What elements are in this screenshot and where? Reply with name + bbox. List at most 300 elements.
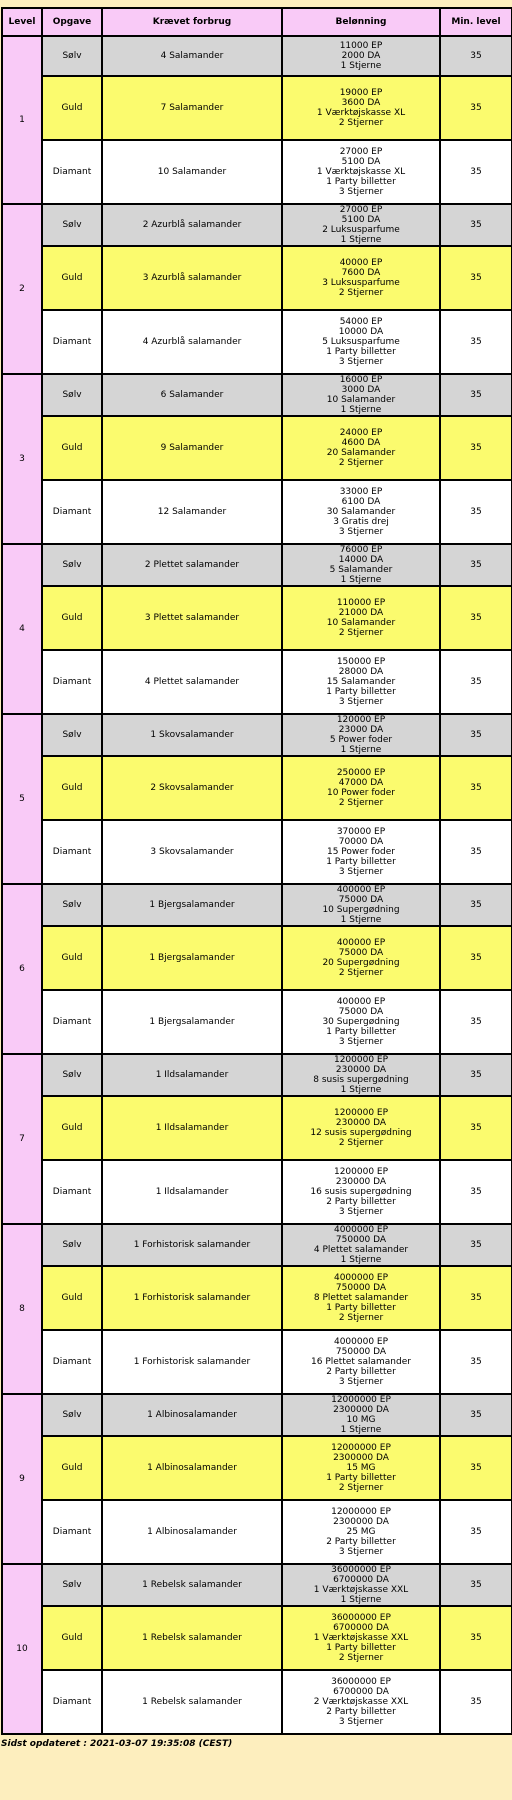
- task-cell: Guld: [42, 926, 102, 990]
- requirement-cell: 4 Salamander: [102, 36, 282, 76]
- min-level-cell: 35: [440, 1266, 512, 1330]
- reward-line: 20 Salamander: [326, 448, 396, 458]
- reward-line: 16 Plettet salamander: [311, 1357, 411, 1367]
- requirement-cell: 1 Albinosalamander: [102, 1500, 282, 1564]
- requirement-cell: 1 Ildsalamander: [102, 1096, 282, 1160]
- reward-cell: [282, 1564, 440, 1606]
- reward-line: 3 Stjerner: [338, 1547, 384, 1557]
- reward-line: 1 Stjerne: [340, 61, 382, 71]
- reward-line: 6700000 DA: [333, 1623, 389, 1633]
- min-level-cell: 35: [440, 1500, 512, 1564]
- reward-line: 1 Party billetter: [326, 687, 396, 697]
- reward-line: 110000 EP: [336, 598, 386, 608]
- reward-line: 1 Værktøjskasse XL: [316, 167, 406, 177]
- reward-line: 230000 DA: [335, 1177, 387, 1187]
- task-cell: Sølv: [42, 544, 102, 586]
- reward-line: 4000000 EP: [333, 1225, 389, 1235]
- table-row: [2, 756, 512, 820]
- table-row: [2, 544, 512, 586]
- requirement-cell: 1 Bjergsalamander: [102, 926, 282, 990]
- reward-line: 10 MG: [346, 1415, 376, 1425]
- task-cell: Sølv: [42, 374, 102, 416]
- reward-line: 54000 EP: [339, 317, 383, 327]
- table-row: [2, 204, 512, 246]
- requirement-cell: 4 Plettet salamander: [102, 650, 282, 714]
- reward-line: 27000 EP: [339, 147, 383, 157]
- task-cell: Guld: [42, 246, 102, 310]
- reward-line: 3000 DA: [341, 385, 381, 395]
- level-cell: 4: [2, 544, 42, 714]
- reward-line: 23000 DA: [338, 725, 384, 735]
- reward-line: 47000 DA: [338, 778, 384, 788]
- table-row: [2, 1160, 512, 1224]
- reward-line: 120000 EP: [336, 715, 386, 725]
- reward-line: 5100 DA: [341, 215, 381, 225]
- reward-line: 5 Luksusparfume: [322, 337, 400, 347]
- reward-line: 2 Party billetter: [326, 1537, 396, 1547]
- table-row: [2, 650, 512, 714]
- min-level-cell: 35: [440, 1606, 512, 1670]
- table-row: [2, 76, 512, 140]
- reward-line: 2 Luksusparfume: [322, 225, 400, 235]
- last-updated: Sidst opdateret : 2021-03-07 19:35:08 (CEST): [1, 1739, 233, 1749]
- task-cell: Guld: [42, 756, 102, 820]
- min-level-cell: 35: [440, 246, 512, 310]
- requirement-cell: 1 Forhistorisk salamander: [102, 1266, 282, 1330]
- table-row: [2, 374, 512, 416]
- reward-line: 19000 EP: [339, 88, 383, 98]
- task-cell: Diamant: [42, 310, 102, 374]
- reward-line: 20 Supergødning: [322, 958, 400, 968]
- reward-line: 6100 DA: [341, 497, 381, 507]
- task-cell: Diamant: [42, 1160, 102, 1224]
- reward-line: 3 Luksusparfume: [322, 278, 400, 288]
- reward-line: 11000 EP: [339, 41, 383, 51]
- reward-line: 1 Party billetter: [326, 347, 396, 357]
- reward-cell: [282, 1436, 440, 1500]
- reward-line: 400000 EP: [336, 997, 386, 1007]
- reward-line: 1 Værktøjskasse XXL: [313, 1633, 409, 1643]
- min-level-cell: 35: [440, 416, 512, 480]
- requirement-cell: 12 Salamander: [102, 480, 282, 544]
- level-cell: 6: [2, 884, 42, 1054]
- reward-line: 36000000 EP: [331, 1613, 391, 1623]
- table-row: [2, 1054, 512, 1096]
- requirement-cell: 1 Albinosalamander: [102, 1436, 282, 1500]
- min-level-cell: 35: [440, 76, 512, 140]
- reward-line: 30 Supergødning: [322, 1017, 400, 1027]
- level-cell: 7: [2, 1054, 42, 1224]
- table-row: [2, 820, 512, 884]
- reward-line: 76000 EP: [339, 545, 383, 555]
- table-row: [2, 1394, 512, 1436]
- min-level-cell: 35: [440, 480, 512, 544]
- min-level-cell: 35: [440, 1054, 512, 1096]
- table-row: [2, 1330, 512, 1394]
- requirement-cell: 1 Ildsalamander: [102, 1160, 282, 1224]
- reward-line: 2 Stjerner: [338, 798, 384, 808]
- reward-line: 3 Stjerner: [338, 1377, 384, 1387]
- reward-line: 36000000 EP: [331, 1565, 391, 1575]
- reward-line: 2300000 DA: [333, 1453, 389, 1463]
- reward-line: 21000 DA: [338, 608, 384, 618]
- requirement-cell: 1 Bjergsalamander: [102, 884, 282, 926]
- requirement-cell: 1 Rebelsk salamander: [102, 1670, 282, 1734]
- min-level-cell: 35: [440, 714, 512, 756]
- reward-line: 15 MG: [346, 1463, 376, 1473]
- reward-line: 33000 EP: [339, 487, 383, 497]
- reward-cell: [282, 1096, 440, 1160]
- reward-line: 3 Stjerner: [338, 1207, 384, 1217]
- table-row: [2, 714, 512, 756]
- table-row: [2, 926, 512, 990]
- reward-cell: [282, 1500, 440, 1564]
- reward-cell: [282, 990, 440, 1054]
- reward-line: 12 susis supergødning: [310, 1128, 412, 1138]
- task-cell: Guld: [42, 586, 102, 650]
- reward-line: 250000 EP: [336, 768, 386, 778]
- task-cell: Diamant: [42, 990, 102, 1054]
- task-cell: Diamant: [42, 1670, 102, 1734]
- reward-cell: [282, 820, 440, 884]
- table-row: [2, 310, 512, 374]
- task-cell: Sølv: [42, 1224, 102, 1266]
- reward-line: 6700000 DA: [333, 1575, 389, 1585]
- reward-line: 10000 DA: [338, 327, 384, 337]
- reward-line: 2 Stjerner: [338, 968, 384, 978]
- reward-line: 5 Salamander: [329, 565, 393, 575]
- reward-line: 2 Party billetter: [326, 1367, 396, 1377]
- min-level-cell: 35: [440, 374, 512, 416]
- reward-cell: [282, 1394, 440, 1436]
- reward-line: 75000 DA: [338, 895, 384, 905]
- reward-line: 1 Stjerne: [340, 1255, 382, 1265]
- header-level: Level: [2, 8, 42, 36]
- task-cell: Diamant: [42, 140, 102, 204]
- quest-table: [1, 7, 512, 1735]
- task-cell: Sølv: [42, 204, 102, 246]
- table-row: [2, 1670, 512, 1734]
- reward-line: 2300000 DA: [333, 1405, 389, 1415]
- reward-cell: [282, 586, 440, 650]
- reward-line: 15 Salamander: [326, 677, 396, 687]
- min-level-cell: 35: [440, 1330, 512, 1394]
- reward-line: 75000 DA: [338, 1007, 384, 1017]
- reward-line: 24000 EP: [339, 428, 383, 438]
- reward-line: 14000 DA: [338, 555, 384, 565]
- reward-line: 2 Stjerner: [338, 628, 384, 638]
- min-level-cell: 35: [440, 650, 512, 714]
- min-level-cell: 35: [440, 756, 512, 820]
- task-cell: Sølv: [42, 1564, 102, 1606]
- reward-line: 27000 EP: [339, 205, 383, 215]
- reward-line: 3 Stjerner: [338, 187, 384, 197]
- reward-line: 2 Stjerner: [338, 288, 384, 298]
- level-cell: 2: [2, 204, 42, 374]
- min-level-cell: 35: [440, 1160, 512, 1224]
- reward-line: 10 Salamander: [326, 395, 396, 405]
- requirement-cell: 3 Plettet salamander: [102, 586, 282, 650]
- reward-line: 5100 DA: [341, 157, 381, 167]
- reward-line: 2 Værktøjskasse XXL: [313, 1697, 409, 1707]
- table-row: [2, 246, 512, 310]
- reward-line: 3 Gratis drej: [333, 517, 389, 527]
- level-cell: 8: [2, 1224, 42, 1394]
- reward-line: 10 Salamander: [326, 618, 396, 628]
- reward-line: 12000000 EP: [331, 1443, 391, 1453]
- reward-line: 10 Supergødning: [322, 905, 400, 915]
- min-level-cell: 35: [440, 140, 512, 204]
- task-cell: Guld: [42, 1266, 102, 1330]
- reward-line: 2 Stjerner: [338, 118, 384, 128]
- reward-line: 16000 EP: [339, 375, 383, 385]
- table-row: [2, 990, 512, 1054]
- requirement-cell: 1 Forhistorisk salamander: [102, 1330, 282, 1394]
- requirement-cell: 3 Azurblå salamander: [102, 246, 282, 310]
- reward-cell: [282, 76, 440, 140]
- min-level-cell: 35: [440, 1096, 512, 1160]
- reward-cell: [282, 544, 440, 586]
- min-level-cell: 35: [440, 990, 512, 1054]
- requirement-cell: 2 Plettet salamander: [102, 544, 282, 586]
- reward-line: 28000 DA: [338, 667, 384, 677]
- reward-line: 750000 DA: [335, 1235, 387, 1245]
- reward-line: 400000 EP: [336, 938, 386, 948]
- min-level-cell: 35: [440, 36, 512, 76]
- reward-line: 1 Stjerne: [340, 1595, 382, 1605]
- table-row: [2, 416, 512, 480]
- min-level-cell: 35: [440, 1564, 512, 1606]
- reward-line: 1 Party billetter: [326, 857, 396, 867]
- table-row: [2, 1266, 512, 1330]
- min-level-cell: 35: [440, 926, 512, 990]
- reward-line: 8 Plettet salamander: [313, 1293, 409, 1303]
- min-level-cell: 35: [440, 310, 512, 374]
- header-task: Opgave: [42, 8, 102, 36]
- quest-table-body: [2, 36, 512, 1734]
- reward-line: 1 Stjerne: [340, 1085, 382, 1095]
- reward-cell: [282, 246, 440, 310]
- reward-line: 75000 DA: [338, 948, 384, 958]
- task-cell: Diamant: [42, 650, 102, 714]
- reward-line: 15 Power foder: [326, 847, 395, 857]
- reward-line: 5 Power foder: [329, 735, 393, 745]
- reward-line: 70000 DA: [338, 837, 384, 847]
- reward-line: 2300000 DA: [333, 1517, 389, 1527]
- table-row: [2, 140, 512, 204]
- reward-line: 1200000 EP: [333, 1055, 389, 1065]
- reward-cell: [282, 204, 440, 246]
- reward-cell: [282, 714, 440, 756]
- reward-cell: [282, 926, 440, 990]
- header-row: [2, 8, 512, 36]
- reward-cell: [282, 1054, 440, 1096]
- table-row: [2, 1224, 512, 1266]
- reward-line: 8 susis supergødning: [313, 1075, 409, 1085]
- reward-line: 40000 EP: [339, 258, 383, 268]
- task-cell: Guld: [42, 1436, 102, 1500]
- min-level-cell: 35: [440, 1436, 512, 1500]
- requirement-cell: 10 Salamander: [102, 140, 282, 204]
- reward-line: 750000 DA: [335, 1347, 387, 1357]
- reward-line: 1 Værktøjskasse XXL: [313, 1585, 409, 1595]
- reward-line: 25 MG: [346, 1527, 376, 1537]
- reward-line: 3 Stjerner: [338, 1717, 384, 1727]
- reward-line: 12000000 EP: [331, 1507, 391, 1517]
- reward-cell: [282, 1160, 440, 1224]
- reward-line: 1 Party billetter: [326, 1027, 396, 1037]
- min-level-cell: 35: [440, 1394, 512, 1436]
- reward-cell: [282, 310, 440, 374]
- reward-line: 1 Stjerne: [340, 235, 382, 245]
- task-cell: Diamant: [42, 480, 102, 544]
- requirement-cell: 9 Salamander: [102, 416, 282, 480]
- reward-line: 3600 DA: [341, 98, 381, 108]
- reward-cell: [282, 756, 440, 820]
- requirement-cell: 1 Ildsalamander: [102, 1054, 282, 1096]
- reward-line: 1200000 EP: [333, 1108, 389, 1118]
- reward-line: 150000 EP: [336, 657, 386, 667]
- task-cell: Guld: [42, 76, 102, 140]
- task-cell: Sølv: [42, 36, 102, 76]
- requirement-cell: 2 Skovsalamander: [102, 756, 282, 820]
- reward-line: 370000 EP: [336, 827, 386, 837]
- requirement-cell: 4 Azurblå salamander: [102, 310, 282, 374]
- task-cell: Guld: [42, 1606, 102, 1670]
- table-row: [2, 1564, 512, 1606]
- reward-cell: [282, 650, 440, 714]
- requirement-cell: 6 Salamander: [102, 374, 282, 416]
- task-cell: Sølv: [42, 1054, 102, 1096]
- reward-line: 2 Stjerner: [338, 458, 384, 468]
- header-requirement: Krævet forbrug: [102, 8, 282, 36]
- level-cell: 9: [2, 1394, 42, 1564]
- table-row: [2, 1436, 512, 1500]
- requirement-cell: 1 Albinosalamander: [102, 1394, 282, 1436]
- reward-cell: [282, 1224, 440, 1266]
- table-row: [2, 586, 512, 650]
- requirement-cell: 7 Salamander: [102, 76, 282, 140]
- level-cell: 1: [2, 36, 42, 204]
- requirement-cell: 1 Forhistorisk salamander: [102, 1224, 282, 1266]
- reward-line: 1 Party billetter: [326, 177, 396, 187]
- reward-cell: [282, 884, 440, 926]
- reward-line: 1 Stjerne: [340, 1425, 382, 1435]
- reward-line: 1 Party billetter: [326, 1473, 396, 1483]
- reward-line: 3 Stjerner: [338, 867, 384, 877]
- reward-cell: [282, 36, 440, 76]
- reward-line: 2 Stjerner: [338, 1138, 384, 1148]
- min-level-cell: 35: [440, 884, 512, 926]
- reward-cell: [282, 480, 440, 544]
- reward-cell: [282, 374, 440, 416]
- reward-line: 1200000 EP: [333, 1167, 389, 1177]
- reward-line: 4 Plettet salamander: [313, 1245, 409, 1255]
- reward-line: 3 Stjerner: [338, 357, 384, 367]
- reward-line: 1 Stjerne: [340, 405, 382, 415]
- reward-line: 2 Stjerner: [338, 1653, 384, 1663]
- reward-line: 3 Stjerner: [338, 527, 384, 537]
- reward-line: 4600 DA: [341, 438, 381, 448]
- table-row: [2, 1500, 512, 1564]
- requirement-cell: 1 Bjergsalamander: [102, 990, 282, 1054]
- reward-cell: [282, 1606, 440, 1670]
- reward-line: 1 Party billetter: [326, 1643, 396, 1653]
- header-min-level: Min. level: [440, 8, 512, 36]
- task-cell: Diamant: [42, 820, 102, 884]
- reward-line: 1 Stjerne: [340, 745, 382, 755]
- reward-line: 6700000 DA: [333, 1687, 389, 1697]
- task-cell: Diamant: [42, 1330, 102, 1394]
- reward-cell: [282, 1330, 440, 1394]
- level-cell: 10: [2, 1564, 42, 1734]
- reward-line: 750000 DA: [335, 1283, 387, 1293]
- reward-line: 36000000 EP: [331, 1677, 391, 1687]
- min-level-cell: 35: [440, 820, 512, 884]
- reward-cell: [282, 1670, 440, 1734]
- task-cell: Guld: [42, 416, 102, 480]
- reward-line: 230000 DA: [335, 1065, 387, 1075]
- min-level-cell: 35: [440, 204, 512, 246]
- reward-line: 10 Power foder: [326, 788, 395, 798]
- reward-line: 1 Stjerne: [340, 575, 382, 585]
- requirement-cell: 1 Rebelsk salamander: [102, 1606, 282, 1670]
- reward-line: 2 Stjerner: [338, 1483, 384, 1493]
- min-level-cell: 35: [440, 586, 512, 650]
- reward-line: 3 Stjerner: [338, 1037, 384, 1047]
- requirement-cell: 1 Skovsalamander: [102, 714, 282, 756]
- level-cell: 5: [2, 714, 42, 884]
- reward-line: 4000000 EP: [333, 1273, 389, 1283]
- reward-line: 400000 EP: [336, 885, 386, 895]
- reward-line: 230000 DA: [335, 1118, 387, 1128]
- requirement-cell: 3 Skovsalamander: [102, 820, 282, 884]
- reward-line: 1 Party billetter: [326, 1303, 396, 1313]
- table-row: [2, 1096, 512, 1160]
- requirement-cell: 1 Rebelsk salamander: [102, 1564, 282, 1606]
- task-cell: Diamant: [42, 1500, 102, 1564]
- reward-line: 16 susis supergødning: [310, 1187, 412, 1197]
- reward-line: 3 Stjerner: [338, 697, 384, 707]
- task-cell: Guld: [42, 1096, 102, 1160]
- reward-cell: [282, 1266, 440, 1330]
- reward-line: 7600 DA: [341, 268, 381, 278]
- table-row: [2, 36, 512, 76]
- table-row: [2, 480, 512, 544]
- requirement-cell: 2 Azurblå salamander: [102, 204, 282, 246]
- reward-line: 2 Stjerner: [338, 1313, 384, 1323]
- reward-line: 2 Party billetter: [326, 1707, 396, 1717]
- task-cell: Sølv: [42, 1394, 102, 1436]
- min-level-cell: 35: [440, 1224, 512, 1266]
- min-level-cell: 35: [440, 1670, 512, 1734]
- reward-line: 12000000 EP: [331, 1395, 391, 1405]
- task-cell: Sølv: [42, 714, 102, 756]
- reward-cell: [282, 416, 440, 480]
- reward-line: 2 Party billetter: [326, 1197, 396, 1207]
- table-row: [2, 1606, 512, 1670]
- reward-cell: [282, 140, 440, 204]
- reward-line: 1 Værktøjskasse XL: [316, 108, 406, 118]
- reward-line: 2000 DA: [341, 51, 381, 61]
- task-cell: Sølv: [42, 884, 102, 926]
- reward-line: 30 Salamander: [326, 507, 396, 517]
- level-cell: 3: [2, 374, 42, 544]
- min-level-cell: 35: [440, 544, 512, 586]
- reward-line: 4000000 EP: [333, 1337, 389, 1347]
- table-row: [2, 884, 512, 926]
- reward-line: 1 Stjerne: [340, 915, 382, 925]
